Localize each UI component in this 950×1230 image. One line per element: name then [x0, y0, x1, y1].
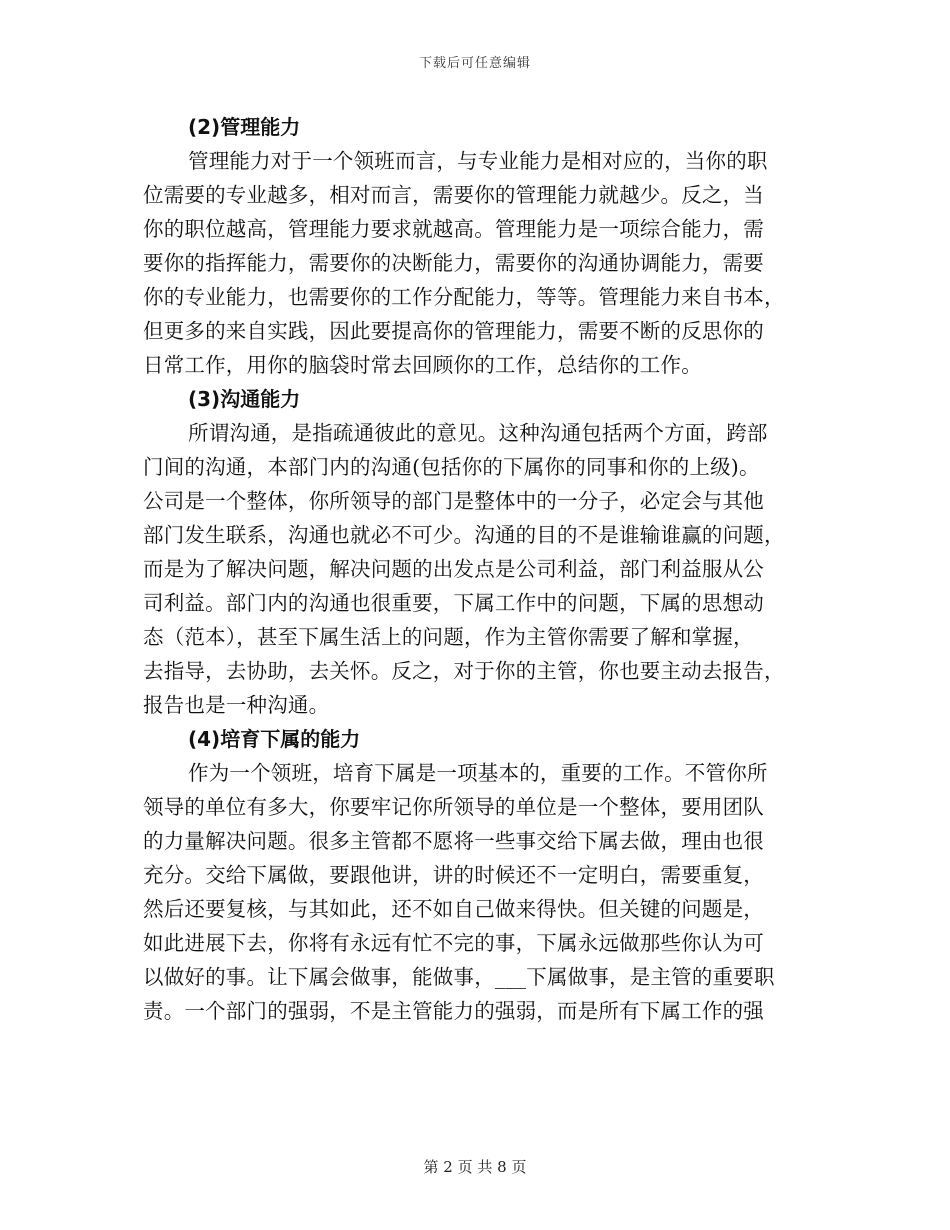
- paragraph: [143, 756, 805, 1028]
- section-communication-ability: [143, 382, 805, 722]
- section-heading: (2)管理能力: [188, 115, 301, 139]
- text-line: 报告也是一种沟通。: [143, 693, 330, 717]
- text-line: 的力量解决问题。很多主管都不愿将一些事交给下属去做，理由也很: [143, 829, 764, 853]
- text-line: 你的职位越高，管理能力要求就越高。管理能力是一项综合能力，需: [143, 217, 764, 241]
- text-line: 领导的单位有多大，你要牢记你所领导的单位是一个整体，要用团队: [143, 795, 764, 819]
- text-line: 司利益。部门内的沟通也很重要，下属工作中的问题，下属的思想动: [143, 591, 764, 615]
- section-heading: (4)培育下属的能力: [188, 727, 361, 751]
- text-line: 然后还要复核，与其如此，还不如自己做来得快。但关键的问题是，: [143, 897, 764, 921]
- document-body: [143, 110, 805, 1028]
- paragraph: [143, 144, 805, 382]
- section-training-subordinates: [143, 722, 805, 1028]
- text-line: 态（范本），甚至下属生活上的问题，作为主管你需要了解和掌握，: [143, 625, 754, 649]
- text-line: 责。一个部门的强弱，不是主管能力的强弱，而是所有下属工作的强: [143, 999, 764, 1023]
- paragraph: [143, 416, 805, 722]
- text-line: 充分。交给下属做，要跟他讲，讲的时候还不一定明白，需要重复，: [143, 863, 764, 887]
- page-footer: 第 2 页 共 8 页: [423, 1158, 527, 1176]
- text-line: 如此进展下去，你将有永远有忙不完的事，下属永远做那些你认为可: [143, 931, 764, 955]
- text-line: 作为一个领班，培育下属是一项基本的，重要的工作。不管你所: [188, 761, 768, 785]
- text-line: 去指导，去协助，去关怀。反之，对于你的主管，你也要主动去报告，: [143, 659, 785, 683]
- section-heading: (3)沟通能力: [188, 387, 301, 411]
- text-line: 日常工作，用你的脑袋时常去回顾你的工作，总结你的工作。: [143, 353, 702, 377]
- text-line: 门间的沟通，本部门内的沟通(包括你的下属你的同事和你的上级)。: [143, 455, 760, 479]
- text-line: 位需要的专业越多，相对而言，需要你的管理能力就越少。反之，当: [143, 183, 764, 207]
- text-line: 所谓沟通，是指疏通彼此的意见。这种沟通包括两个方面，跨部: [188, 421, 768, 445]
- text-line: 你的专业能力，也需要你的工作分配能力，等等。管理能力来自书本，: [143, 285, 785, 309]
- text-line: 但更多的来自实践，因此要提高你的管理能力，需要不断的反思你的: [143, 319, 764, 343]
- text-line: 部门发生联系，沟通也就必不可少。沟通的目的不是谁输谁赢的问题，: [143, 523, 785, 547]
- text-line: 而是为了解决问题，解决问题的出发点是公司利益，部门利益服从公: [143, 557, 764, 581]
- text-line: 管理能力对于一个领班而言，与专业能力是相对应的，当你的职: [188, 149, 768, 173]
- section-management-ability: [143, 110, 805, 382]
- text-line: 公司是一个整体，你所领导的部门是整体中的一分子，必定会与其他: [143, 489, 764, 513]
- text-line: 要你的指挥能力，需要你的决断能力，需要你的沟通协调能力，需要: [143, 251, 764, 275]
- text-line: 以做好的事。让下属会做事，能做事，___下属做事，是主管的重要职: [143, 965, 775, 989]
- page-header: 下载后可任意编辑: [418, 56, 531, 71]
